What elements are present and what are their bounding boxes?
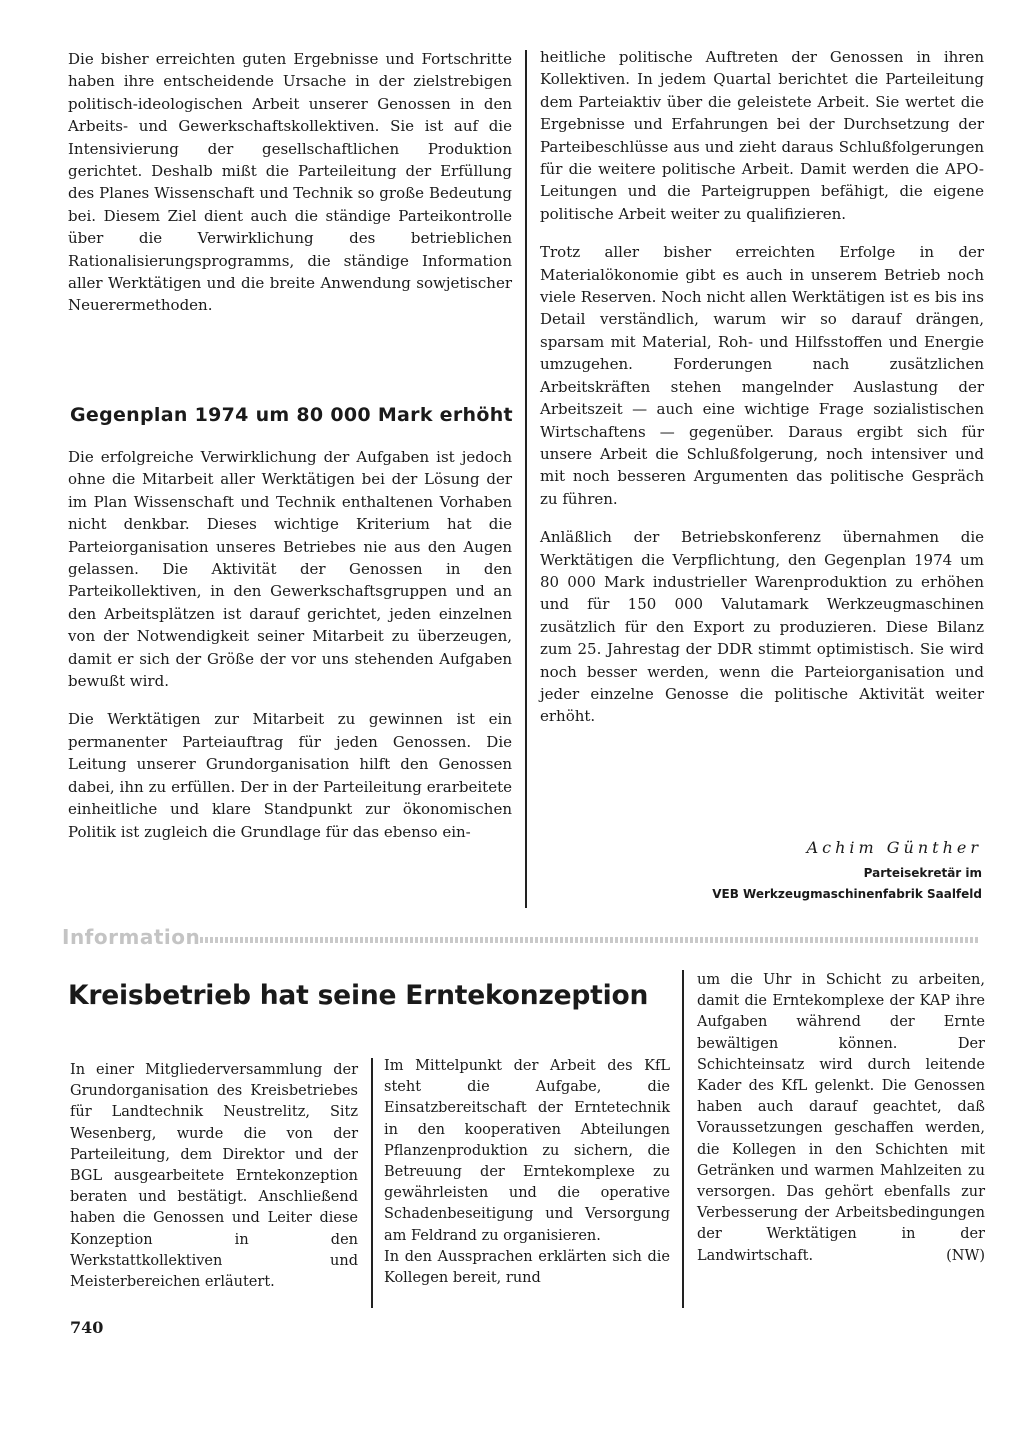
section-divider xyxy=(200,937,980,943)
article1-paragraph: Die bisher erreichten guten Ergebnisse und Fortschritte haben ihre entscheidende Ursache in der zielstrebigen politisch-ideologischen Arbeit unserer Genossen in den Arbeits- und Gewerkschaftskollektiven. Sie ist auf die Intensivierung der gesellschaftlichen Produktion gerichtet. Deshalb mißt die Parteileitung der Erfüllung des Planes Wissenschaft und Technik so große Bedeutung bei. Diesem Ziel dient auch die ständige Parteikontrolle über die Verwirklichung des betrieblichen Rationalisierungsprogramms, die ständige Information aller Werktätigen und die breite Anwendung sowjetischer Neuerermethoden. xyxy=(68,50,512,315)
article1-column-left-lower xyxy=(68,446,512,859)
article1-column-right xyxy=(540,46,984,744)
source-tag: (NW) xyxy=(946,1247,985,1264)
article2-paragraph: Im Mittelpunkt der Arbeit des KfL steht die Aufgabe, die Einsatzbereitschaft der Erntetechnik in den kooperativen Abteilungen Pflanzenproduktion zu sichern, die Betreuung der Erntekomplexe zu gewährleisten und die operative Schadenbeseitigung und Versorgung am Feldrand zu organisieren. xyxy=(384,1058,670,1244)
article2-column-divider xyxy=(682,970,684,1308)
article1-subheading: Gegenplan 1974 um 80 000 Mark erhöht xyxy=(70,404,513,426)
article1-paragraph: Die erfolgreiche Verwirklichung der Aufgaben ist jedoch ohne die Mitarbeit aller Werktätigen bei der Lösung der im Plan Wissenschaft und Technik enthaltenen Vorhaben nicht denkbar. Dieses wichtige Kriterium hat die Parteiorganisation unseres Betriebes nie aus den Augen gelassen. Die Aktivität der Genossen in den Parteikollektiven, in den Gewerkschaftsgruppen und an den Arbeitsplätzen ist darauf gerichtet, jeden einzelnen von der Notwendigkeit seiner Mitarbeit zu überzeugen, damit er sich der Größe der vor uns stehenden Aufgaben bewußt wird. xyxy=(68,448,512,691)
author-role: Parteisekretär im xyxy=(863,866,982,880)
article1-paragraph: Trotz aller bisher erreichten Erfolge in der Materialökonomie gibt es auch in unserem Betrieb noch viele Reserven. Noch nicht allen Werktätigen ist es bis ins Detail verständlich, warum wir so darauf drängen, sparsam mit Material, Roh- und Hilfsstoffen und Energie umzugehen. Forderungen nach zusätzlichen Arbeitskräften stehen mangelnder Auslastung der Arbeitszeit — auch eine wichtige Frage sozialistischen Wirtschaftens — gegenüber. Daraus ergibt sich für unsere Arbeit die Schlußfolgerung, noch intensiver und mit noch besseren Argumenten das politische Gespräch zu führen. xyxy=(540,243,984,508)
page-number: 740 xyxy=(70,1318,104,1337)
article2-paragraph: In einer Mitgliederversammlung der Grundorganisation des Kreisbetriebes für Landtechnik Neustrelitz, Sitz Wesenberg, wurde die von der Parteileitung, dem Direktor und der BGL ausgearbeitete Erntekonzeption beraten und bestätigt. Anschließend haben die Genossen und Leiter diese Konzeption in den Werkstattkollektiven und Meisterbereichen erläutert. xyxy=(70,1062,358,1291)
article2-column-3 xyxy=(697,970,985,1267)
article2-paragraph: In den Aussprachen erklärten sich die Kollegen bereit, rund xyxy=(384,1248,670,1287)
section-label: Information xyxy=(62,925,201,949)
article1-paragraph: heitliche politische Auftreten der Genossen in ihren Kollektiven. In jedem Quartal berichtet die Parteileitung dem Parteiaktiv über die geleistete Arbeit. Sie wertet die Ergebnisse und Erfahrungen bei der Durchsetzung der Parteibeschlüsse aus und zieht daraus Schlußfolgerungen für die weitere politische Arbeit. Damit werden die APO-Leitungen und die Parteigruppen befähigt, die eigene politische Arbeit weiter zu qualifizieren. xyxy=(540,48,984,223)
author-name: Achim Günther xyxy=(806,838,982,857)
article1-column-left xyxy=(68,48,512,333)
article2-paragraph: um die Uhr in Schicht zu arbeiten, damit die Erntekomplexe der KAP ihre Aufgaben während der Ernte bewältigen können. Der Schichteinsatz wird durch leitende Kader des KfL gelenkt. Die Genossen haben auch darauf geachtet, daß Voraussetzungen geschaffen werden, die Kollegen in den Schichten mit Getränken und warmen Mahlzeiten zu versorgen. Das gehört ebenfalls zur Verbesserung der Arbeitsbedingungen der Werktätigen in der Landwirtschaft. xyxy=(697,972,985,1264)
article1-paragraph: Anläßlich der Betriebskonferenz übernahmen die Werktätigen die Verpflichtung, den Gegenplan 1974 um 80 000 Mark industrieller Warenproduktion zu erhöhen und für 150 000 Valutamark Werkzeugmaschinen zusätzlich für den Export zu produzieren. Diese Bilanz zum 25. Jahrestag der DDR stimmt optimistisch. Sie wird noch besser werden, wenn die Parteiorganisation und jeder einzelne Genosse die politische Aktivität weiter erhöht. xyxy=(540,528,984,726)
article1-column-divider xyxy=(525,50,527,908)
article2-heading: Kreisbetrieb hat seine Erntekonzeption xyxy=(68,980,649,1011)
article2-column-1 xyxy=(70,1060,358,1293)
article2-column-divider xyxy=(371,1058,373,1308)
author-company: VEB Werkzeugmaschinenfabrik Saalfeld xyxy=(712,887,982,901)
article1-paragraph: Die Werktätigen zur Mitarbeit zu gewinnen ist ein permanenter Parteiauftrag für jeden Genossen. Die Leitung unserer Grundorganisation hilft den Genossen dabei, ihn zu erfüllen. Der in der Parteileitung erarbeitete einheitliche und klare Standpunkt zur ökonomischen Politik ist zugleich die Grundlage für das ebenso ein- xyxy=(68,710,512,841)
article2-column-2 xyxy=(384,1056,670,1289)
